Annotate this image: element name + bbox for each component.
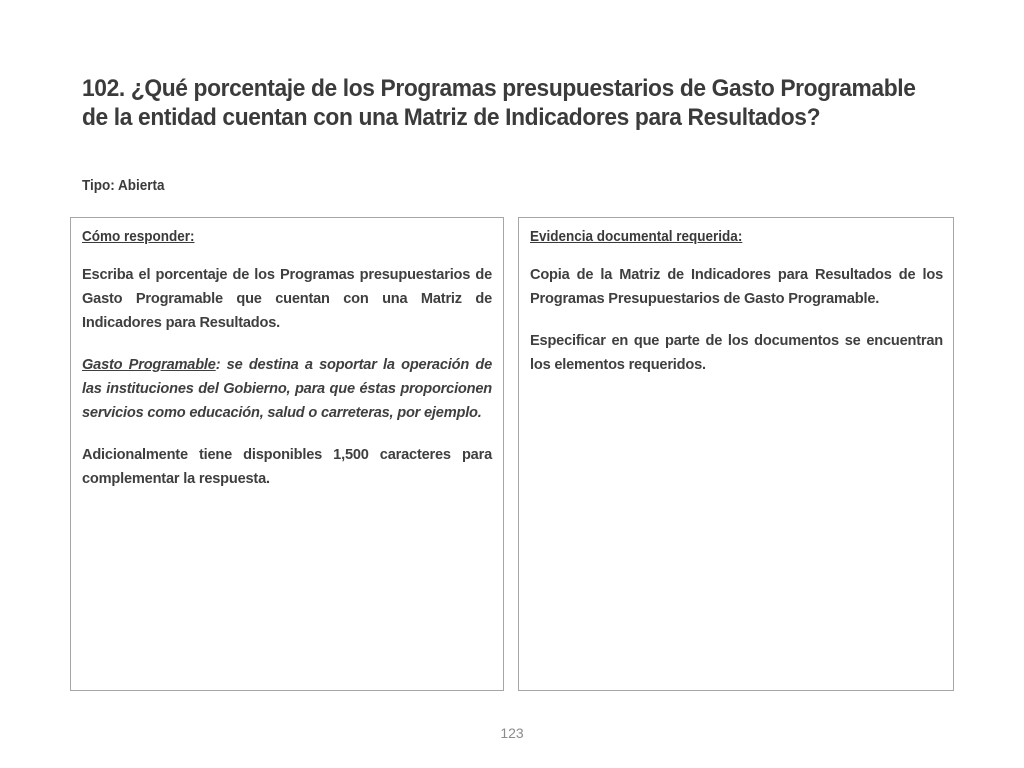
- definition-text: [82, 353, 492, 425]
- additional-text: Adicionalmente tiene disponibles 1,500 caracteres para complementar la respuesta.: [82, 447, 492, 487]
- required-evidence-panel: [518, 217, 954, 691]
- question-type-label: Tipo: Abierta: [82, 177, 165, 194]
- how-to-answer-heading: Cómo responder:: [82, 228, 195, 245]
- page-title: 102. ¿Qué porcentaje de los Programas presupuestarios de Gasto Programable de la entidad cuentan con una Matriz de Indicadores para Resultados?: [82, 75, 916, 131]
- how-to-answer-panel: [70, 217, 504, 691]
- definition-body: : se destina a soportar la operación de las instituciones del Gobierno, para que éstas proporcionen servicios como educación, salud o carreteras, por ejemplo.: [82, 357, 492, 421]
- evidence-paragraph-1: Copia de la Matriz de Indicadores para Resultados de los Programas Presupuestarios de Gasto Programable.: [530, 267, 943, 307]
- instruction-text: Escriba el porcentaje de los Programas presupuestarios de Gasto Programable que cuentan con una Matriz de Indicadores para Resultados.: [82, 267, 492, 331]
- required-evidence-heading: Evidencia documental requerida:: [530, 228, 743, 245]
- definition-term: Gasto Programable: [82, 357, 216, 373]
- evidence-paragraph-2: Especificar en que parte de los documentos se encuentran los elementos requeridos.: [530, 333, 943, 373]
- page-number: 123: [500, 725, 524, 741]
